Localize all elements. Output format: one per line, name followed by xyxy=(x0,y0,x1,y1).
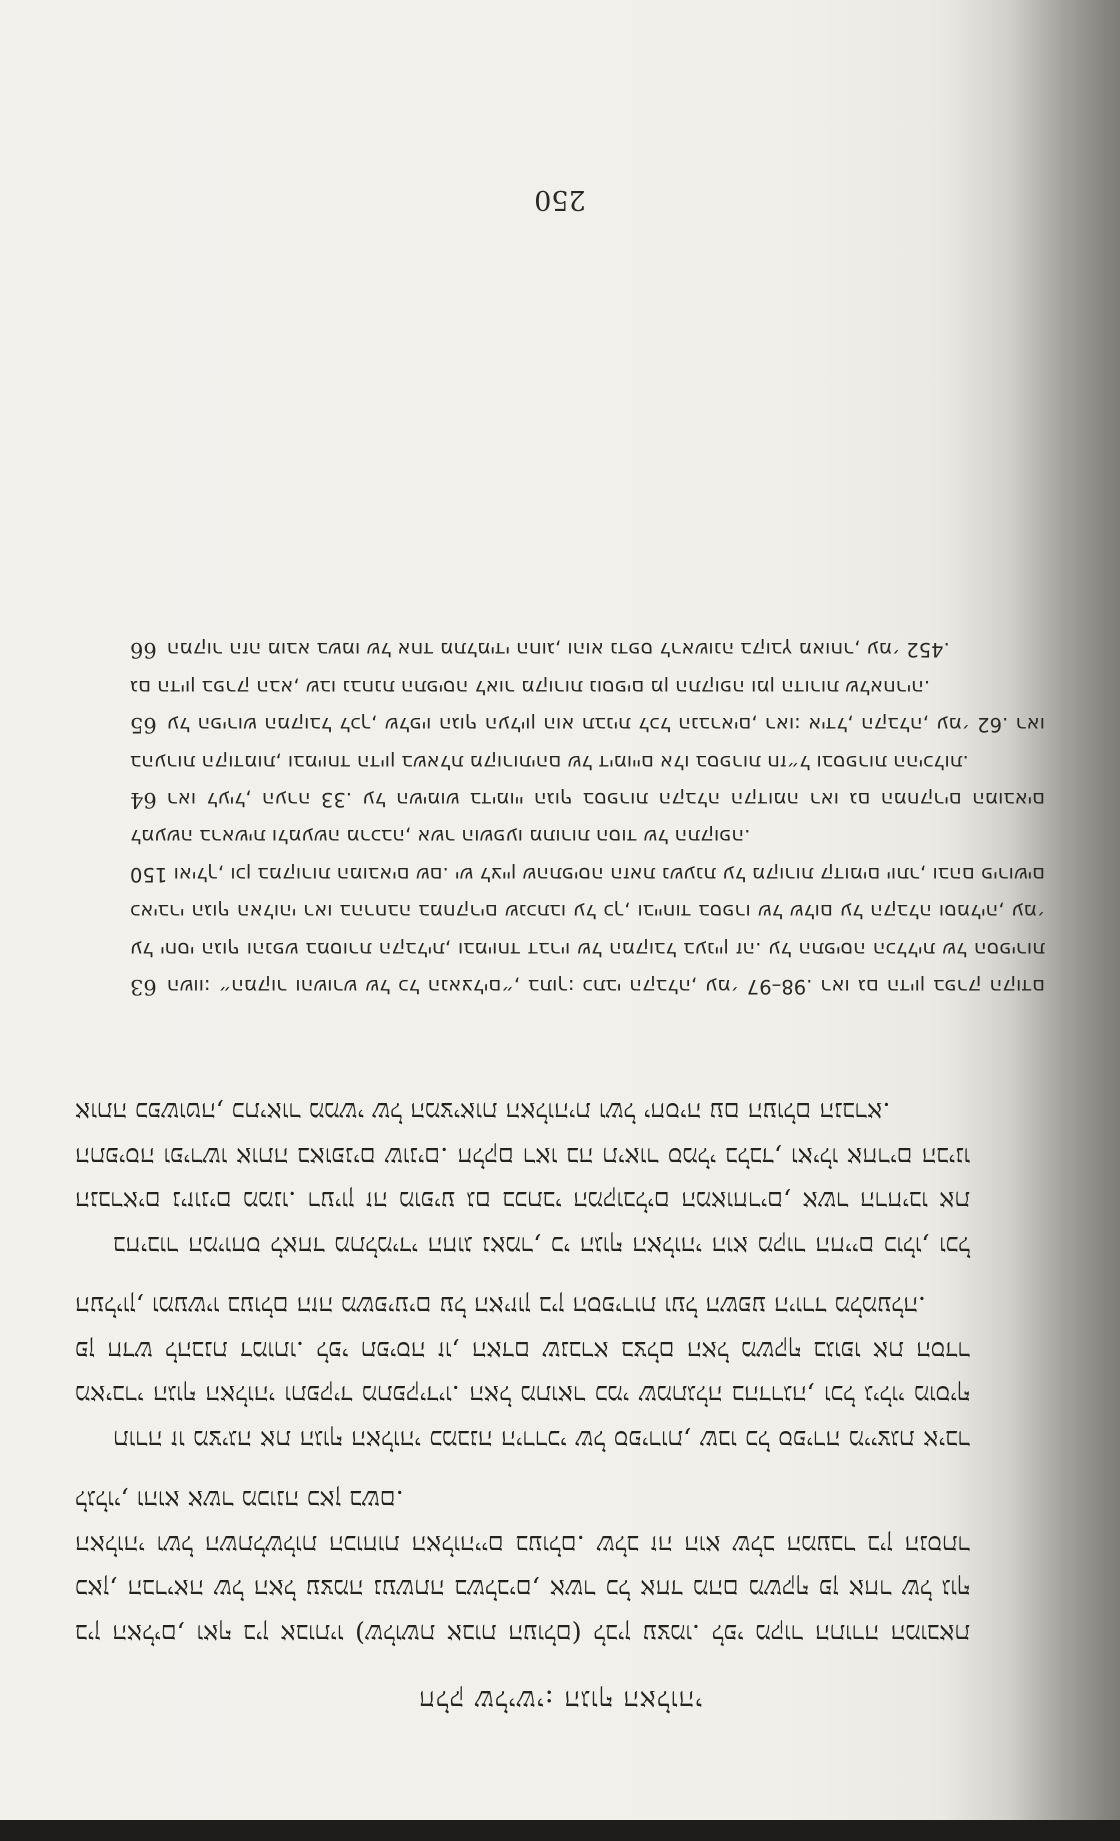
footnote-text: המקור הזה מובא בשמו של אחד מתלמידי החוג, והוא נדפס לראשונה בקובץ מאוחר, עמ׳ 452. xyxy=(166,638,950,662)
scanner-edge xyxy=(0,1820,1120,1841)
body-paragraph-1: בין האלים, ואף בין אבותיו (שלושת אבות העולם) לבין עצמו. לפי מקור התורה המובאת כאן, הבריאה של האל עצמה נעשתה בשלבים, אשר כל אחד מהם משקף פן אחר של גוף האלוהי ושל השתלשלות הכוחות האלוהיים בעולם. שלב זה הוא שלב המעבר בין הנסתר לגלוי, והוא אשר מכונה כאן בשם. xyxy=(75,1484,970,1648)
footnote-text: על הפירוש המקובל לכך, שלפיו הגוף העליון הוא תבנית לכל הנבראים, ראו: אידל, הקבלה, עמ׳ 62. ראו גם הדיון בפרק הבא, שבו נבחנת התפיסה לאור מקורות נוספים מן התקופה ומן הדורות שלאחריה. xyxy=(130,675,1045,737)
footnote-66 xyxy=(130,631,1045,668)
page-number: 250 xyxy=(534,184,586,215)
footnotes-section xyxy=(130,631,1045,1005)
footnote-number: 65 xyxy=(130,713,157,738)
footnote-number: 66 xyxy=(130,638,157,663)
footnote-text: ראו לעיל, הערה 33. על השימוש בדימויי הגוף בספרות הקבלה הקדומה ראו גם המחקרים המובאים בהערות הקודמות, ובמיוחד הדיון בשאלת מקורותיהם של דימויים אלו בספרות חז״ל ובספרות ההיכלות. xyxy=(130,750,1045,811)
footnote-64 xyxy=(130,743,1045,818)
main-text xyxy=(75,1089,970,1655)
footnote-63 xyxy=(130,818,1045,1005)
body-paragraph-3: בחיבור המיוחס לאחד מתלמידי החוג נאמר, כי הגוף האלוהי הוא מקור החיים כולו, וכל הנבראים ניזונים ממנו. רעיון זה מופיע גם בכתבי המקובלים המאוחרים, אשר הרחיבו את התפיסה ופירשו אותה באופנים שונים. חלקם ראו בה תיאור סמלי בלבד, ואילו אחרים הבינו אותה כפשוטה, כתיאור ממשי של המציאות האלוהית ושל יחסיה עם העולם הנברא. xyxy=(75,1096,970,1260)
body-paragraph-2: תורה זו מציגה את הגוף האלוהי כמבנה היררכי של ספירות, שבו כל ספירה מייצגת איבר מאיברי הגוף האלוהי ותפקיד מתפקידיו. האל מתואר כמי שמתגלה בהדרגה, וכל גילוי מוסיף פן חדש להבנת דמותו. לפי תפיסה זו, האדם שנברא בצלם האל משקף בגופו את הסדר העליון, ומעשיו בעולם הזה משפיעים על האיזון בין הספירות ועל השפע היורד מלמעלה. xyxy=(75,1290,970,1454)
footnote-number: 63 xyxy=(130,975,157,999)
footnote-text: השוו: ״המקור והשורש של כל הנאצלים״, בתוך: כתבי הקבלה, עמ׳ 97–98. ראו גם הדיון בפרק הקודם על יחסי הגוף והנפש במסורת הקבלית, ובמיוחד דבריו של המקובל בעניין זה. על התפיסה הכללית של הספירות כאיברי הגוף האלוהי ראו בהרחבה במחקרים שנכתבו על כך, ובייחוד בספרו של שלום על הקבלה וסמליה, עמ׳ 150 ואילך, וכן במקורות המובאים שם. יש לציין שהתפיסה הזאת נשענת על מקורות קדומים יותר, ובהם פירושים למעשה בראשית ולמעשה מרכבה, אשר הושפעו מתורות הסוד של התקופה. xyxy=(130,825,1045,998)
footnote-number: 64 xyxy=(130,787,157,812)
footnote-65 xyxy=(130,668,1045,743)
running-header: חלק שלישי: הגוף האלוהי xyxy=(417,1684,703,1715)
